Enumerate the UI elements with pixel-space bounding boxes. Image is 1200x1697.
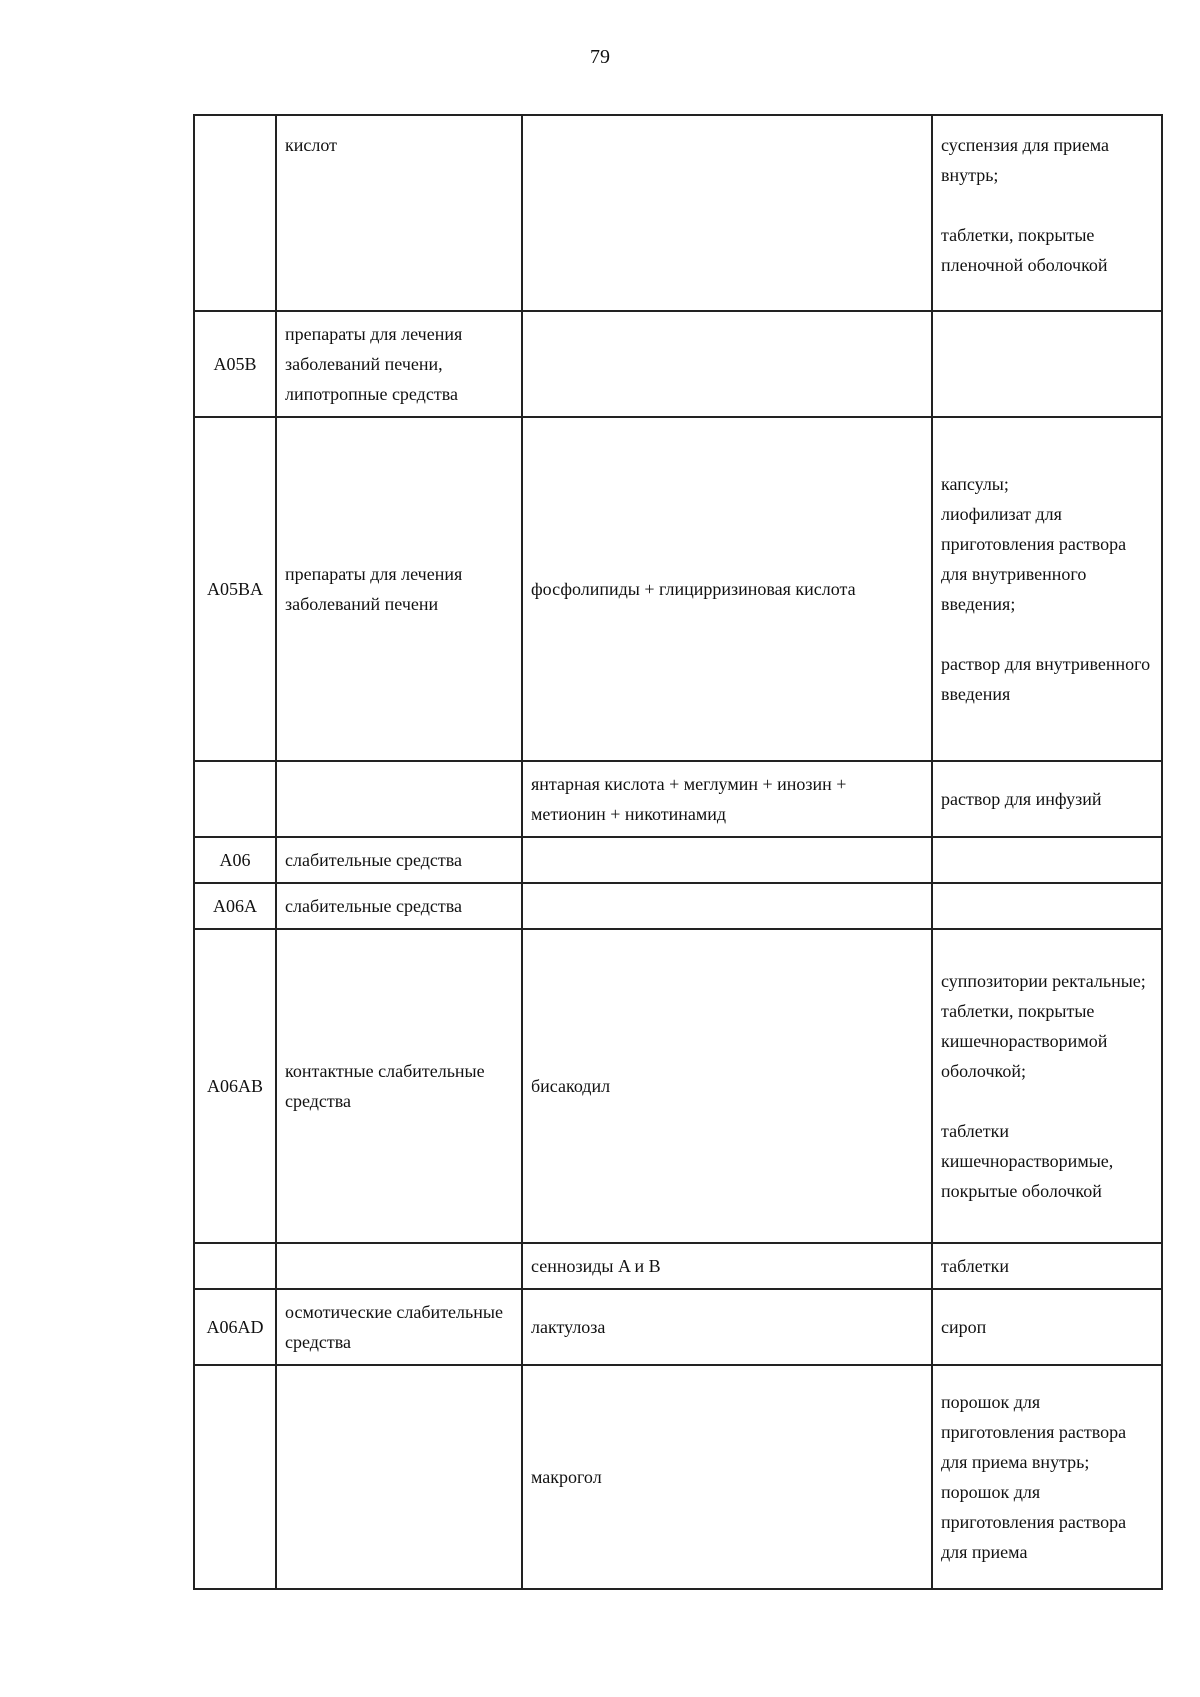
table-row: [194, 417, 1162, 761]
group-name-cell: слабительные средства: [276, 837, 522, 883]
table-row: [194, 1365, 1162, 1589]
dosage-form: капсулы; лиофилизат для приготовления раствора для внутривенного введения;: [941, 474, 1127, 614]
drug-name-cell: [522, 115, 932, 311]
drug-name-cell: макрогол: [522, 1365, 932, 1589]
group-name-cell: препараты для лечения заболеваний печени, липотропные средства: [276, 311, 522, 417]
table-row: [194, 883, 1162, 929]
table-row: [194, 115, 1162, 311]
dosage-form: таблетки: [941, 1256, 1010, 1276]
table-row: [194, 1289, 1162, 1365]
dosage-forms-cell: [932, 837, 1162, 883]
dosage-form: раствор для инфузий: [941, 789, 1102, 809]
atc-code-cell: A06AB: [194, 929, 276, 1243]
group-name-cell: препараты для лечения заболеваний печени: [276, 417, 522, 761]
atc-code-cell: A06AD: [194, 1289, 276, 1365]
table-row: [194, 1243, 1162, 1289]
drug-name-cell: [522, 311, 932, 417]
atc-code-cell: [194, 761, 276, 837]
atc-code-cell: [194, 1365, 276, 1589]
dosage-forms-cell: [932, 311, 1162, 417]
drug-name-cell: бисакодил: [522, 929, 932, 1243]
dosage-forms-cell: [932, 761, 1162, 837]
atc-code-cell: A05B: [194, 311, 276, 417]
table-row: [194, 761, 1162, 837]
dosage-forms-cell: [932, 929, 1162, 1243]
drug-classification-table: [193, 114, 1163, 1590]
group-name-cell: контактные слабительные средства: [276, 929, 522, 1243]
group-name-cell: [276, 1365, 522, 1589]
drug-name-cell: лактулоза: [522, 1289, 932, 1365]
drug-name-cell: [522, 837, 932, 883]
drug-name-cell: [522, 883, 932, 929]
group-name-cell: осмотические слабительные средства: [276, 1289, 522, 1365]
dosage-forms-cell: [932, 1289, 1162, 1365]
atc-code-cell: A06: [194, 837, 276, 883]
table-row: [194, 311, 1162, 417]
dosage-forms-cell: [932, 417, 1162, 761]
table-row: [194, 929, 1162, 1243]
dosage-forms-cell: [932, 1243, 1162, 1289]
dosage-form: раствор для внутривенного введения: [941, 654, 1151, 704]
atc-code-cell: [194, 1243, 276, 1289]
group-name-cell: кислот: [276, 115, 522, 311]
atc-code-cell: A06A: [194, 883, 276, 929]
atc-code-cell: [194, 115, 276, 311]
dosage-forms-cell: [932, 883, 1162, 929]
group-name-cell: [276, 1243, 522, 1289]
atc-code-cell: A05BA: [194, 417, 276, 761]
dosage-form: суппозитории ректальные; таблетки, покрытые кишечнорастворимой оболочкой;: [941, 971, 1146, 1081]
page-number: 79: [590, 46, 610, 68]
drug-name-cell: янтарная кислота + меглумин + инозин + метионин + никотинамид: [522, 761, 932, 837]
dosage-form: таблетки кишечнорастворимые, покрытые оболочкой: [941, 1121, 1114, 1201]
drug-name-cell: фосфолипиды + глицирризиновая кислота: [522, 417, 932, 761]
dosage-form: суспензия для приема внутрь;: [941, 135, 1109, 185]
drug-name-cell: сеннозиды A и B: [522, 1243, 932, 1289]
dosage-forms-cell: [932, 1365, 1162, 1589]
dosage-form: таблетки, покрытые пленочной оболочкой: [941, 225, 1108, 275]
group-name-cell: [276, 761, 522, 837]
dosage-form: порошок для приготовления раствора для приема внутрь; порошок для приготовления раствора для приема: [941, 1392, 1127, 1562]
table-row: [194, 837, 1162, 883]
dosage-forms-cell: [932, 115, 1162, 311]
dosage-form: сироп: [941, 1317, 987, 1337]
group-name-cell: слабительные средства: [276, 883, 522, 929]
